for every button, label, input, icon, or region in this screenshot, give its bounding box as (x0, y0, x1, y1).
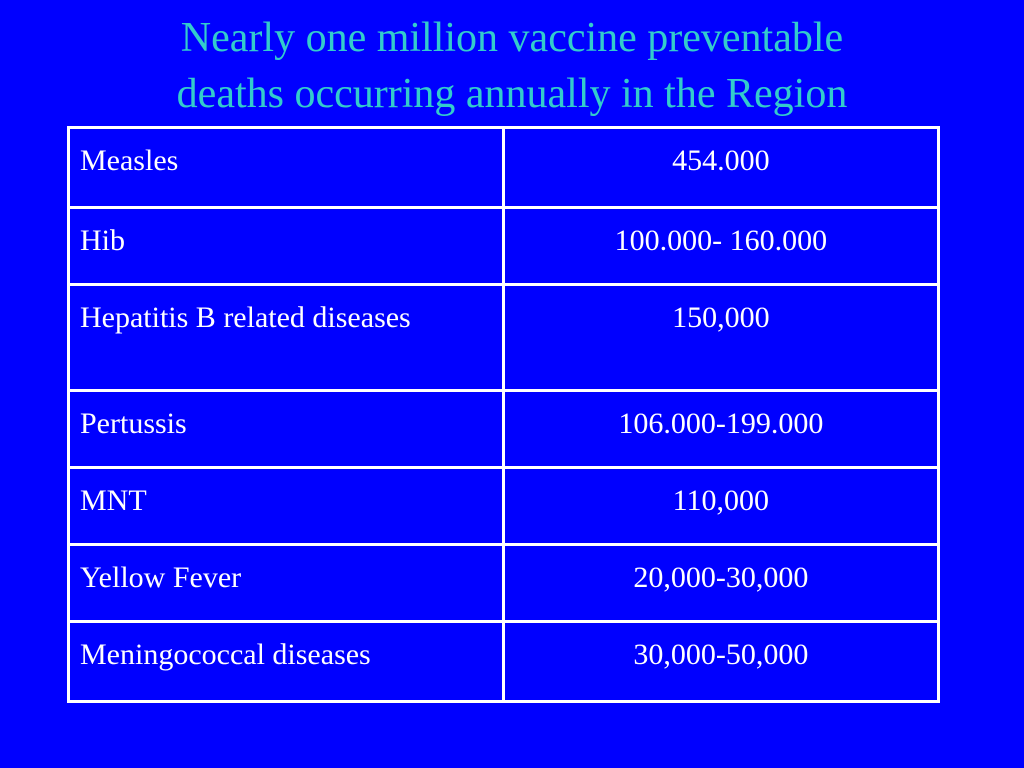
slide-title (0, 10, 1024, 122)
deaths-cell: 30,000-50,000 (503, 622, 938, 702)
disease-cell: Measles (69, 128, 504, 208)
table-row (69, 285, 939, 391)
table-row (69, 468, 939, 545)
disease-cell: Meningococcal diseases (69, 622, 504, 702)
title-line-2: deaths occurring annually in the Region (176, 71, 848, 117)
deaths-cell: 106.000-199.000 (503, 391, 938, 468)
table-row (69, 545, 939, 622)
table-row (69, 622, 939, 702)
disease-cell: MNT (69, 468, 504, 545)
table-row (69, 128, 939, 208)
table-row (69, 391, 939, 468)
table-row (69, 208, 939, 285)
disease-cell: Hib (69, 208, 504, 285)
title-line-1: Nearly one million vaccine preventable (180, 15, 844, 61)
deaths-cell: 454.000 (503, 128, 938, 208)
disease-cell: Hepatitis B related diseases (69, 285, 504, 391)
disease-cell: Yellow Fever (69, 545, 504, 622)
deaths-cell: 110,000 (503, 468, 938, 545)
deaths-cell: 100.000- 160.000 (503, 208, 938, 285)
deaths-cell: 150,000 (503, 285, 938, 391)
deaths-cell: 20,000-30,000 (503, 545, 938, 622)
deaths-table (67, 126, 940, 703)
disease-cell: Pertussis (69, 391, 504, 468)
